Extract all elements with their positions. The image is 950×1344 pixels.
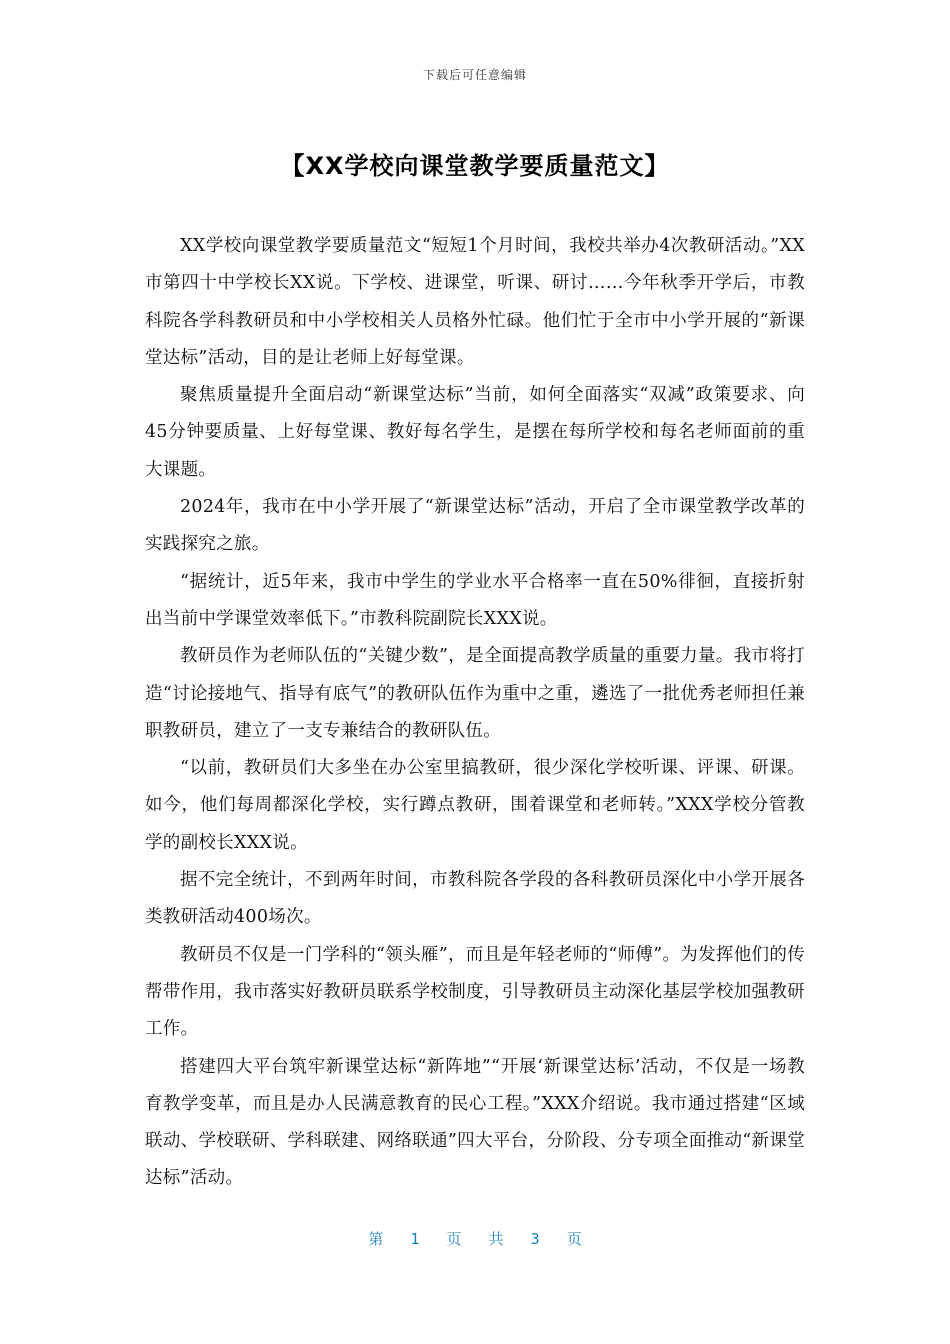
paragraph: XX学校向课堂教学要质量范文“短短1个月时间，我校共举办4次教研活动。”XX市第四十中学校长XX说。下学校、进课堂，听课、研讨……今年秋季开学后，市教科院各学科教研员和中小学校相关人员格外忙碌。他们忙于全市中小学开展的“新课堂达标”活动，目的是让老师上好每堂课。 xyxy=(145,236,805,368)
paragraph: 教研员作为老师队伍的“关键少数”，是全面提高教学质量的重要力量。我市将打造“讨论接地气、指导有底气”的教研队伍作为重中之重，遴选了一批优秀老师担任兼职教研员，建立了一支专兼结合的教研队伍。 xyxy=(145,646,805,741)
footer-label-of: 页 共 xyxy=(446,1230,504,1248)
footer-label-pages: 页 xyxy=(566,1230,582,1248)
page-footer xyxy=(0,1228,950,1249)
header-note: 下载后可任意编辑 xyxy=(422,68,527,82)
total-pages-number: 3 xyxy=(530,1230,540,1248)
paragraph: 搭建四大平台筑牢新课堂达标“新阵地”“开展‘新课堂达标’活动，不仅是一场教育教学变革，而且是办人民满意教育的民心工程。”XXX介绍说。我市通过搭建“区域联动、学校联研、学科联建、网络联通”四大平台，分阶段、分专项全面推动“新课堂达标”活动。 xyxy=(145,1056,805,1189)
current-page-number: 1 xyxy=(410,1230,420,1248)
paragraph: 2024年，我市在中小学开展了“新课堂达标”活动，开启了全市课堂教学改革的实践探究之旅。 xyxy=(145,497,805,555)
paragraph: 教研员不仅是一门学科的“领头雁”，而且是年轻老师的“师傅”。为发挥他们的传帮带作用，我市落实好教研员联系学校制度，引导教研员主动深化基层学校加强教研工作。 xyxy=(145,944,805,1040)
paragraph: 据不完全统计，不到两年时间，市教科院各学段的各科教研员深化中小学开展各类教研活动400场次。 xyxy=(145,870,805,928)
paragraph: “以前，教研员们大多坐在办公室里搞教研，很少深化学校听课、评课、研课。如今，他们每周都深化学校，实行蹲点教研，围着课堂和老师转。”XXX学校分管教学的副校长XXX说。 xyxy=(145,758,805,853)
paragraph: 聚焦质量提升全面启动“新课堂达标”当前，如何全面落实“双减”政策要求、向45分钟要质量、上好每堂课、教好每名学生，是摆在每所学校和每名老师面前的重大课题。 xyxy=(145,385,805,480)
paragraph: “据统计，近5年来，我市中学生的学业水平合格率一直在50%徘徊，直接折射出当前中学课堂效率低下。”市教科院副院长XXX说。 xyxy=(145,571,805,629)
footer-label-page: 第 xyxy=(368,1230,384,1248)
document-body xyxy=(145,228,805,1198)
document-title: 【XX学校向课堂教学要质量范文】 xyxy=(280,152,670,180)
